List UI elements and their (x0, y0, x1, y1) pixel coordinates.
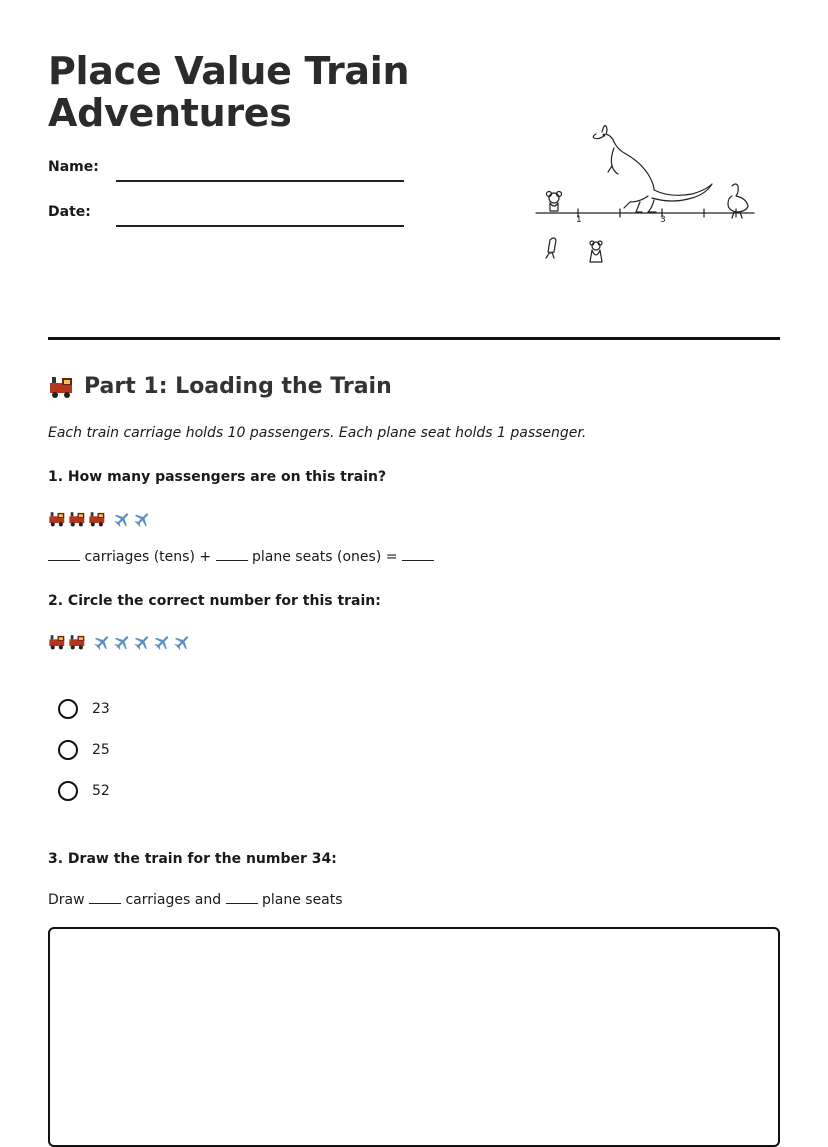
q1-ones-blank[interactable] (216, 550, 248, 561)
part1-intro: Each train carriage holds 10 passengers. Each plane seat holds 1 passenger. (48, 425, 587, 441)
section-divider (48, 337, 780, 340)
train-icon (68, 633, 87, 651)
airplane-icon (173, 633, 192, 651)
q3-text-mid: carriages and (125, 892, 222, 908)
q1-equation[interactable] (48, 549, 434, 565)
page-title (48, 50, 468, 134)
name-field[interactable] (48, 159, 408, 183)
q3-seats-blank[interactable] (226, 893, 258, 904)
airplane-icon (133, 633, 152, 651)
title-line-2: Adventures (48, 91, 292, 135)
radio-circle[interactable] (58, 781, 78, 801)
radio-circle[interactable] (58, 740, 78, 760)
svg-text:1: 1 (576, 215, 582, 225)
option-label: 52 (92, 783, 110, 799)
date-label: Date: (48, 204, 91, 220)
title-line-1: Place Value Train (48, 49, 410, 93)
airplane-icon (133, 510, 152, 528)
q3-text-end: plane seats (261, 892, 343, 908)
kangaroo-number-line-illustration (532, 118, 762, 278)
part1-title: Part 1: Loading the Train (84, 374, 392, 399)
airplane-icon (93, 633, 112, 651)
q1-eq-text2: plane seats (ones) = (252, 549, 398, 565)
q2-option-52[interactable] (58, 774, 110, 808)
drawing-area[interactable] (48, 927, 780, 1147)
q3-carriages-blank[interactable] (89, 893, 121, 904)
date-field[interactable] (48, 204, 408, 228)
part1-heading (48, 374, 392, 399)
option-label: 23 (92, 701, 110, 717)
radio-circle[interactable] (58, 699, 78, 719)
q2-option-25[interactable] (58, 733, 110, 767)
train-icon (48, 375, 76, 399)
svg-text:3: 3 (660, 215, 666, 225)
date-line[interactable] (116, 225, 404, 227)
airplane-icon (113, 633, 132, 651)
q2-option-23[interactable] (58, 692, 110, 726)
name-label: Name: (48, 159, 99, 175)
airplane-icon (153, 633, 172, 651)
q1-total-blank[interactable] (402, 550, 434, 561)
question-2: 2. Circle the correct number for this train: (48, 593, 381, 609)
question-1: 1. How many passengers are on this train? (48, 469, 387, 485)
train-icon (48, 510, 67, 528)
q1-tens-blank[interactable] (48, 550, 80, 561)
q3-text-draw: Draw (48, 892, 85, 908)
q1-eq-text1: carriages (tens) + (84, 549, 212, 565)
train-icon (88, 510, 107, 528)
name-line[interactable] (116, 180, 404, 182)
q2-train-picture (48, 631, 192, 653)
airplane-icon (113, 510, 132, 528)
option-label: 25 (92, 742, 110, 758)
train-icon (68, 510, 87, 528)
q1-train-picture (48, 508, 152, 530)
q2-options (58, 692, 110, 815)
q3-instruction[interactable] (48, 892, 343, 908)
question-3: 3. Draw the train for the number 34: (48, 851, 337, 867)
train-icon (48, 633, 67, 651)
worksheet-page (48, 0, 780, 1118)
